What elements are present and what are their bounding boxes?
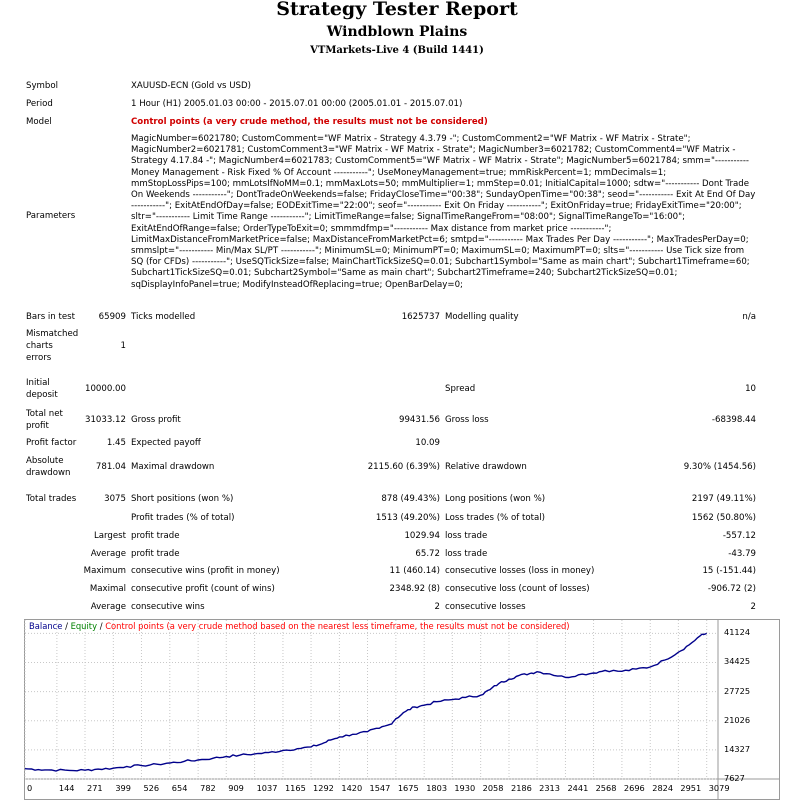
largest-profit-value: 1029.94	[404, 531, 440, 541]
x-tick-label: 399	[115, 783, 131, 793]
model-value: Control points (a very crude method, the results must not be considered)	[131, 117, 488, 127]
long-value: 2197 (49.11%)	[691, 494, 756, 504]
y-tick-label: 7627	[724, 773, 745, 783]
maximum-label: Maximum	[83, 566, 126, 576]
grossloss-label: Gross loss	[445, 415, 489, 425]
maximal-profit-value: 2348.92 (8)	[389, 584, 440, 594]
losstrades-label: Loss trades (% of total)	[445, 513, 545, 523]
report-title: Strategy Tester Report	[276, 0, 518, 20]
max-wins-label: consecutive wins (profit in money)	[131, 566, 280, 576]
quality-label: Modelling quality	[445, 312, 519, 322]
x-tick-label: 2186	[510, 783, 532, 793]
ticks-label: Ticks modelled	[131, 312, 196, 322]
chart-frame	[25, 620, 780, 800]
absdd-value: 781.04	[95, 462, 126, 472]
x-tick-label: 1165	[284, 783, 306, 793]
avg-wins-value: 2	[434, 602, 440, 612]
spread-value: 10	[745, 384, 756, 394]
max-wins-value: 11 (460.14)	[389, 566, 440, 576]
legend-equity: Equity	[70, 621, 98, 631]
x-tick-label: 1292	[313, 783, 334, 793]
legend-sep-2: /	[97, 621, 106, 631]
maximal-profit-label: consecutive profit (count of wins)	[131, 584, 275, 594]
grossprofit-label: Gross profit	[131, 415, 181, 425]
y-tick-label: 41124	[724, 627, 751, 638]
average-loss-label: loss trade	[445, 549, 488, 559]
x-tick-label: 1037	[256, 783, 278, 793]
x-tick-label: 1930	[454, 783, 476, 793]
quality-value: n/a	[742, 312, 756, 322]
spread-label: Spread	[445, 384, 476, 394]
payoff-value: 10.09	[415, 438, 440, 448]
average-profit-label: profit trade	[131, 549, 180, 559]
netprofit-label: Total net	[26, 409, 63, 419]
deposit-label: Initial	[26, 378, 50, 388]
balance-chart	[24, 619, 780, 800]
losstrades-value: 1562 (50.80%)	[691, 513, 756, 523]
x-tick-label: 1675	[397, 783, 419, 793]
profitfactor-value: 1.45	[106, 438, 126, 448]
avg-losses-label: consecutive losses	[445, 602, 526, 612]
y-tick-label: 34425	[724, 656, 751, 667]
grossloss-value: -68398.44	[711, 415, 756, 425]
legend-note: Control points (a very crude method based on the nearest less timeframe, the results must not be considered)	[105, 621, 570, 631]
largest-label: Largest	[93, 531, 126, 541]
mismatch-value: 1	[120, 341, 126, 351]
profitfactor-label: Profit factor	[26, 438, 77, 448]
chart-legend	[29, 621, 570, 631]
x-tick-label: 782	[200, 783, 216, 793]
x-tick-label: 1803	[426, 783, 448, 793]
period-value: 1 Hour (H1) 2005.01.03 00:00 - 2015.07.01 00:00 (2005.01.01 - 2015.07.01)	[131, 99, 463, 109]
maxdd-value: 2115.60 (6.39%)	[367, 462, 440, 472]
trades-value: 3075	[104, 494, 126, 504]
maxdd-label: Maximal drawdown	[131, 462, 215, 472]
x-tick-label: 0	[27, 783, 33, 793]
profittrades-label: Profit trades (% of total)	[131, 513, 235, 523]
grossprofit-value: 99431.56	[398, 415, 440, 425]
strategy-name: Windblown Plains	[326, 24, 468, 40]
x-tick-label: 2568	[595, 783, 617, 793]
parameters-value: MagicNumber=6021780; CustomComment="WF Matrix - Strategy 4.3.79 -"; CustomComment2="WF Matrix - WF Matrix - Strate"; MagicNumber2=6021781; CustomComment3="WF Matrix - WF Matrix - Strate"; MagicNumber3=6021782; CustomComment4="WF Matrix - Strategy 4.17.84 -"; MagicNumber4=6021783; CustomComment5="WF Matrix - WF Matrix - Strate"; MagicNumber5=6021784; smm="----------- Money Management - Risk Fixed % Of Account -----------"; UseMoneyManagement=true; mmRiskPercent=1; mmDecimals=1; mmStopLossPips=100; mmLotsIfNoMM=0.1; mmMaxLots=50; mmMultiplier=1; mmStep=0.01; InitialCapital=1000; sdtw="----------- Dont Trade On Weekends -----------"; DontTradeOnWeekends=false; FridayCloseTime="00:38"; SundayOpenTime="00:38"; seod="----------- Exit At End Of Day -----------"; ExitAtEndOfDay=false; EODExitTime="22:00"; seof="----------- Exit On Friday -----------"; ExitOnFriday=true; FridayExitTime="20:00"; sltr="----------- Limit Time Range -----------"; LimitTimeRange=false; SignalTimeRangeFrom="08:00"; SignalTimeRangeTo="16:00"; ExitAtEndOfRange=false; OrderTypeToExit=0; smmmdfmp="----------- Max distance from market price -----------"; LimitMaxDistanceFromMarketPrice=false; MaxDistanceFromMarketPct=6; smtpd="----------- Max Trades Per Day -----------"; MaxTradesPerDay=0; smmslpt="----------- Min/Max SL/PT -----------"; MinimumSL=0; MinimumPT=0; MaximumSL=0; MaximumPT=0; slts="----------- Use Tick size from SQ (for CFDs) -----------"; UseSQTickSize=false; MainChartTickSizeSQ=0.01; Subchart1Symbol="Same as main chart"; Subchart1Timeframe=60; Subchart1TickSizeSQ=0.01; Subchart2Symbol="Same as main chart"; Subchart2Timeframe=240; Subchart2TickSizeSQ=0.01; sqDisplayInfoPanel=true; ModifyInsteadOfReplacing=true; OpenBarDelay=0;	[131, 134, 756, 290]
largest-loss-label: loss trade	[445, 531, 488, 541]
server-build: VTMarkets-Live 4 (Build 1441)	[310, 45, 484, 56]
reldd-label: Relative drawdown	[445, 462, 527, 472]
deposit-value: 10000.00	[84, 384, 126, 394]
bars-label: Bars in test	[26, 312, 75, 322]
x-tick-label: 909	[228, 783, 244, 793]
netprofit-label-2: profit	[26, 421, 49, 431]
y-tick-label: 14327	[724, 743, 751, 754]
legend-balance: Balance	[29, 621, 63, 631]
x-tick-label: 2058	[482, 783, 504, 793]
average-profit-value: 65.72	[415, 549, 440, 559]
x-tick-label: 654	[171, 783, 188, 793]
maximal-loss-value: -906.72 (2)	[707, 584, 756, 594]
max-losses-value: 15 (-151.44)	[702, 566, 756, 576]
payoff-label: Expected payoff	[131, 438, 201, 448]
legend-sep-1: /	[62, 621, 71, 631]
largest-loss-value: -557.12	[722, 531, 756, 541]
ticks-value: 1625737	[401, 312, 440, 322]
symbol-value: XAUUSD-ECN (Gold vs USD)	[131, 81, 251, 91]
average2-label: Average	[90, 602, 126, 612]
long-label: Long positions (won %)	[445, 494, 546, 504]
trades-label: Total trades	[26, 494, 77, 504]
maximal-label: Maximal	[89, 584, 126, 594]
x-tick-label: 1420	[341, 783, 363, 793]
profittrades-value: 1513 (49.20%)	[375, 513, 440, 523]
x-tick-label: 144	[58, 783, 75, 793]
netprofit-value: 31033.12	[84, 415, 126, 425]
symbol-label: Symbol	[26, 81, 59, 91]
x-tick-label: 2313	[539, 783, 560, 793]
maximal-loss-label: consecutive loss (count of losses)	[445, 584, 590, 594]
x-tick-label: 2696	[623, 783, 645, 793]
mismatch-label-3: errors	[26, 353, 52, 363]
x-tick-label: 526	[143, 783, 160, 793]
short-label: Short positions (won %)	[131, 494, 234, 504]
model-label: Model	[26, 117, 52, 127]
avg-losses-value: 2	[750, 602, 756, 612]
short-value: 878 (49.43%)	[381, 494, 440, 504]
y-tick-label: 21026	[724, 714, 751, 725]
mismatch-label: Mismatched	[26, 329, 79, 339]
parameters-label: Parameters	[26, 211, 76, 221]
x-tick-label: 271	[87, 783, 103, 793]
x-tick-label: 3079	[708, 783, 730, 793]
x-tick-label: 2824	[652, 783, 674, 793]
average-loss-value: -43.79	[728, 549, 756, 559]
mismatch-label-2: charts	[26, 341, 53, 351]
absdd-label: Absolute	[26, 456, 64, 466]
avg-wins-label: consecutive wins	[131, 602, 205, 612]
x-tick-label: 2441	[567, 783, 589, 793]
reldd-value: 9.30% (1454.56)	[683, 462, 756, 472]
bars-value: 65909	[98, 312, 126, 322]
deposit-label-2: deposit	[26, 390, 58, 400]
absdd-label-2: drawdown	[26, 468, 71, 478]
x-tick-label: 2951	[680, 783, 702, 793]
y-tick-label: 27725	[724, 685, 751, 696]
period-label: Period	[26, 99, 53, 109]
max-losses-label: consecutive losses (loss in money)	[445, 566, 595, 576]
average-label: Average	[90, 549, 126, 559]
x-tick-label: 1547	[369, 783, 391, 793]
largest-profit-label: profit trade	[131, 531, 180, 541]
